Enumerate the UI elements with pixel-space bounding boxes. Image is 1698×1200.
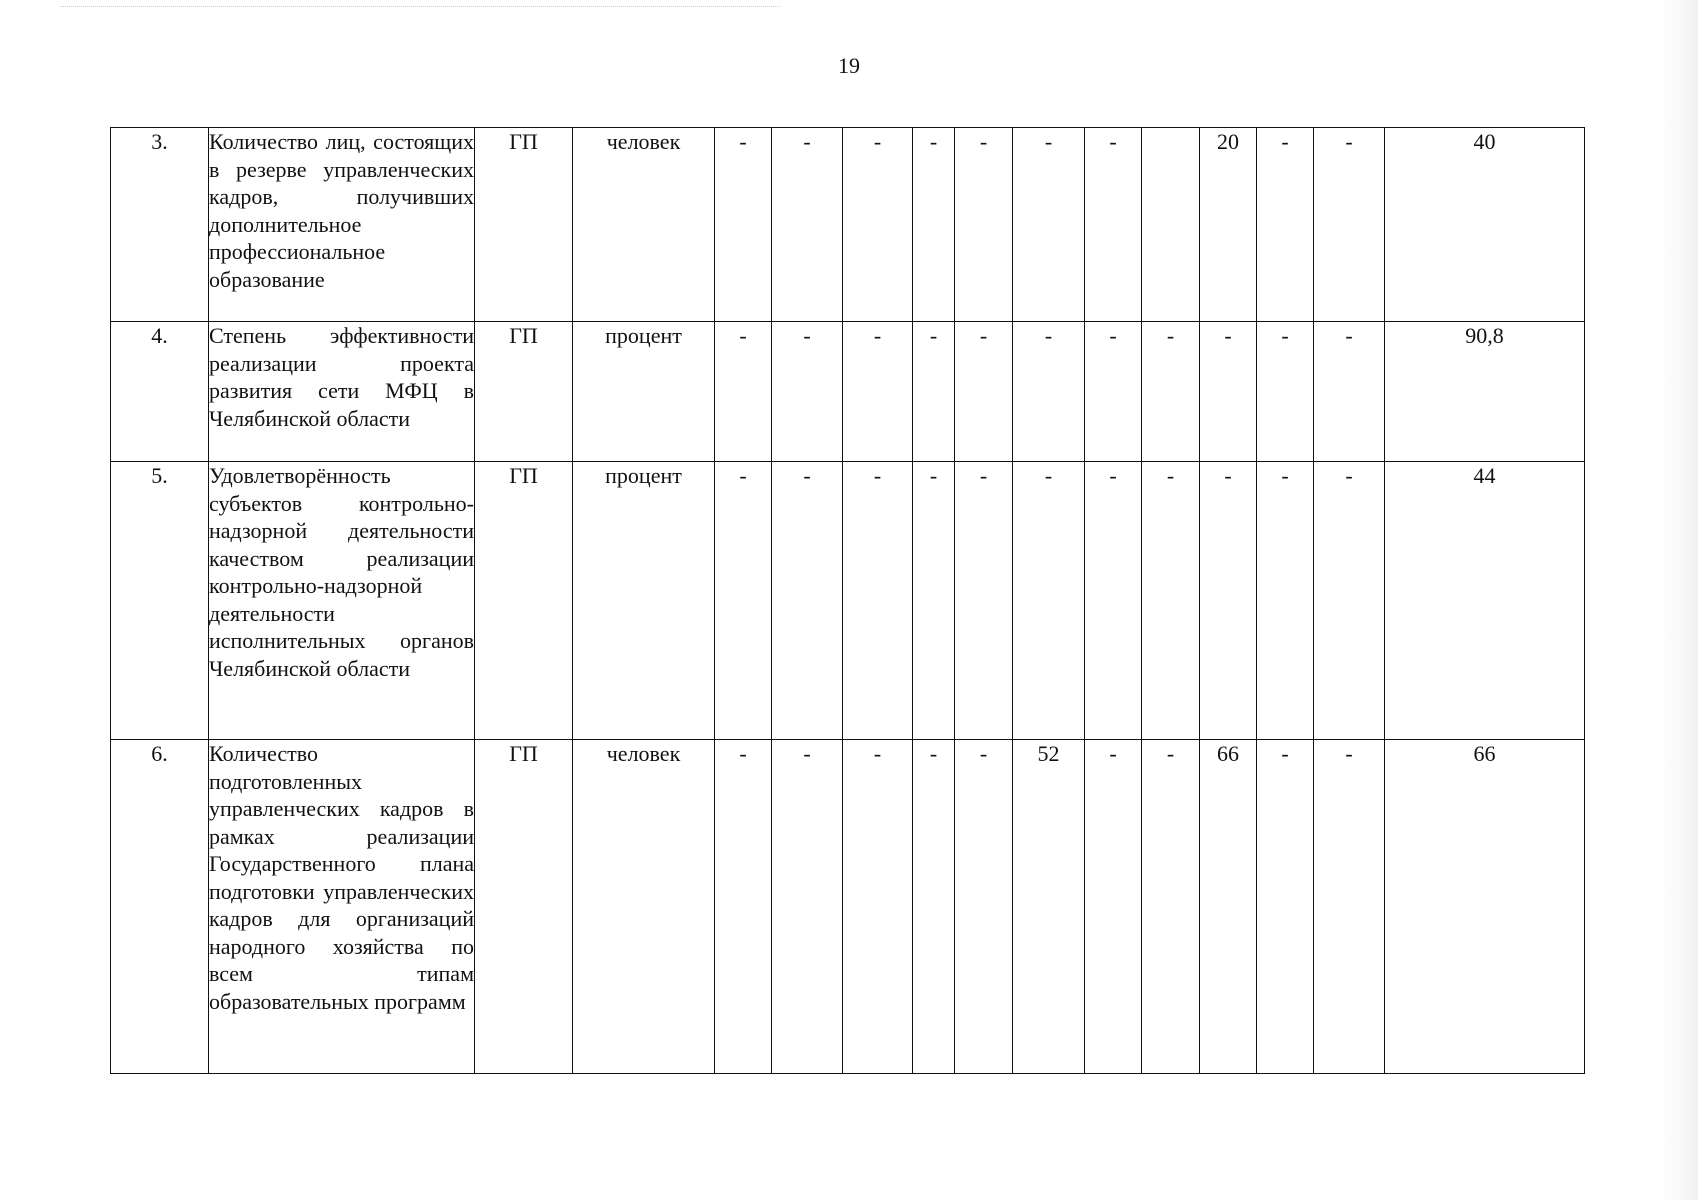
year-value: -: [772, 128, 843, 322]
year-value: -: [913, 462, 955, 740]
year-value: -: [715, 322, 772, 462]
table-row: [111, 128, 1585, 322]
scan-edge-shadow: [1658, 0, 1698, 1200]
year-value: -: [913, 740, 955, 1074]
year-value: -: [955, 322, 1013, 462]
year-value: -: [1142, 322, 1200, 462]
year-value: -: [843, 740, 913, 1074]
year-value: -: [1142, 740, 1200, 1074]
year-value: -: [1314, 462, 1385, 740]
table-row: [111, 462, 1585, 740]
year-value: -: [1142, 462, 1200, 740]
year-value: -: [955, 128, 1013, 322]
row-number: 6.: [111, 740, 209, 1074]
indicator-name: Количество подготовленных управленческих кадров в рамках реализации Государственного плана подготовки управленческих кадров для организаций народного хозяйства по всем типам образовательных программ: [209, 740, 475, 1074]
year-value: -: [1200, 462, 1257, 740]
year-value: 52: [1013, 740, 1085, 1074]
target-value: 44: [1385, 462, 1585, 740]
year-value: -: [913, 128, 955, 322]
scan-artifact-line: [60, 6, 780, 8]
year-value: -: [955, 740, 1013, 1074]
page-number: 19: [838, 53, 860, 78]
row-number: 5.: [111, 462, 209, 740]
year-value: -: [1085, 462, 1142, 740]
year-value: -: [955, 462, 1013, 740]
year-value: -: [1314, 740, 1385, 1074]
indicator-source: ГП: [475, 462, 573, 740]
year-value: -: [1013, 128, 1085, 322]
year-value: -: [715, 462, 772, 740]
year-value: -: [715, 740, 772, 1074]
year-value: -: [1314, 322, 1385, 462]
indicator-name: Степень эффективности реализации проекта развития сети МФЦ в Челябинской области: [209, 322, 475, 462]
year-value: -: [913, 322, 955, 462]
indicator-name: Удовлетворённость субъектов контрольно-надзорной деятельности качеством реализации контрольно-надзорной деятельности исполнительных органов Челябинской области: [209, 462, 475, 740]
year-value: -: [843, 128, 913, 322]
year-value: 20: [1200, 128, 1257, 322]
year-value: -: [1314, 128, 1385, 322]
indicator-source: ГП: [475, 322, 573, 462]
target-value: 40: [1385, 128, 1585, 322]
indicator-unit: человек: [573, 128, 715, 322]
row-number: 4.: [111, 322, 209, 462]
year-value: 66: [1200, 740, 1257, 1074]
year-value: -: [843, 322, 913, 462]
year-value: -: [772, 740, 843, 1074]
year-value: -: [772, 462, 843, 740]
year-value: -: [715, 128, 772, 322]
year-value: -: [1013, 322, 1085, 462]
year-value: -: [1013, 462, 1085, 740]
year-value: -: [1085, 322, 1142, 462]
year-value: -: [1257, 322, 1314, 462]
indicators-table: [110, 127, 1585, 1074]
target-value: 90,8: [1385, 322, 1585, 462]
target-value: 66: [1385, 740, 1585, 1074]
row-number: 3.: [111, 128, 209, 322]
table-row: [111, 740, 1585, 1074]
year-value: -: [1085, 740, 1142, 1074]
year-value: -: [1257, 462, 1314, 740]
indicator-unit: процент: [573, 462, 715, 740]
year-value: -: [1200, 322, 1257, 462]
indicator-source: ГП: [475, 128, 573, 322]
year-value: -: [1257, 740, 1314, 1074]
year-value: -: [843, 462, 913, 740]
year-value: -: [1257, 128, 1314, 322]
indicator-source: ГП: [475, 740, 573, 1074]
year-value: [1142, 128, 1200, 322]
table-row: [111, 322, 1585, 462]
indicator-unit: человек: [573, 740, 715, 1074]
year-value: -: [1085, 128, 1142, 322]
indicator-unit: процент: [573, 322, 715, 462]
year-value: -: [772, 322, 843, 462]
indicator-name: Количество лиц, состоящих в резерве управленческих кадров, получивших дополнительное профессиональное образование: [209, 128, 475, 322]
